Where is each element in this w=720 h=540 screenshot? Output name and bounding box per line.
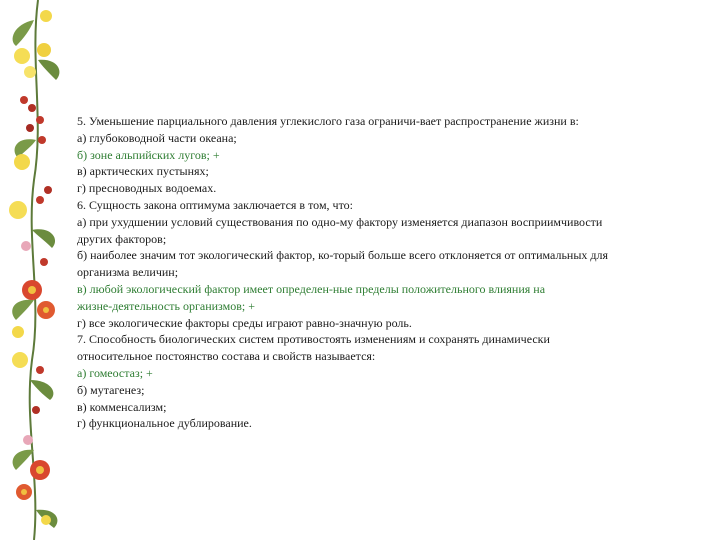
q5-option-c: в) арктических пустынях;: [77, 164, 209, 179]
question-5: 5. Уменьшение парциального давления углекислого газа ограничи-вает распространение жизни в:: [77, 114, 579, 128]
q6-option-b-line1: б) наиболее значим тот экологический фактор, ко-торый больше всего отклоняется от оптимальных для: [77, 248, 609, 263]
q6-option-b-line2: организма величин;: [77, 265, 179, 280]
floral-border-decoration: [0, 0, 72, 540]
question-7-line1: 7. Способность биологических систем противостоять изменениям и сохранять динамически: [77, 332, 550, 347]
question-6: 6. Сущность закона оптимума заключается в том, что:: [77, 197, 353, 212]
q7-option-c: в) комменсализм;: [77, 399, 167, 414]
q6-option-a-line1: а) при ухудшении условий существования по одно-му фактору изменяется диапазон восприимчивости: [77, 214, 603, 229]
quiz-content: [77, 113, 713, 432]
q6-option-c-correct-line2: жизне-деятельность организмов; +: [77, 298, 255, 313]
q7-option-b: б) мутагенез;: [77, 382, 145, 397]
question-7-line2: относительное постоянство состава и свойств называется:: [77, 349, 376, 364]
q5-option-b-correct: б) зоне альпийских лугов; +: [77, 147, 220, 162]
q6-option-a-line2: других факторов;: [77, 231, 167, 246]
q7-option-a-correct: а) гомеостаз; +: [77, 365, 153, 380]
q6-option-d: г) все экологические факторы среды играют равно-значную роль.: [77, 315, 412, 330]
q5-option-a: а) глубоководной части океана;: [77, 130, 237, 145]
q6-option-c-correct-line1: в) любой экологический фактор имеет определен-ные пределы положительного влияния на: [77, 281, 546, 296]
q5-option-d: г) пресноводных водоемах.: [77, 181, 217, 196]
q7-option-d: г) функциональное дублирование.: [77, 416, 252, 431]
